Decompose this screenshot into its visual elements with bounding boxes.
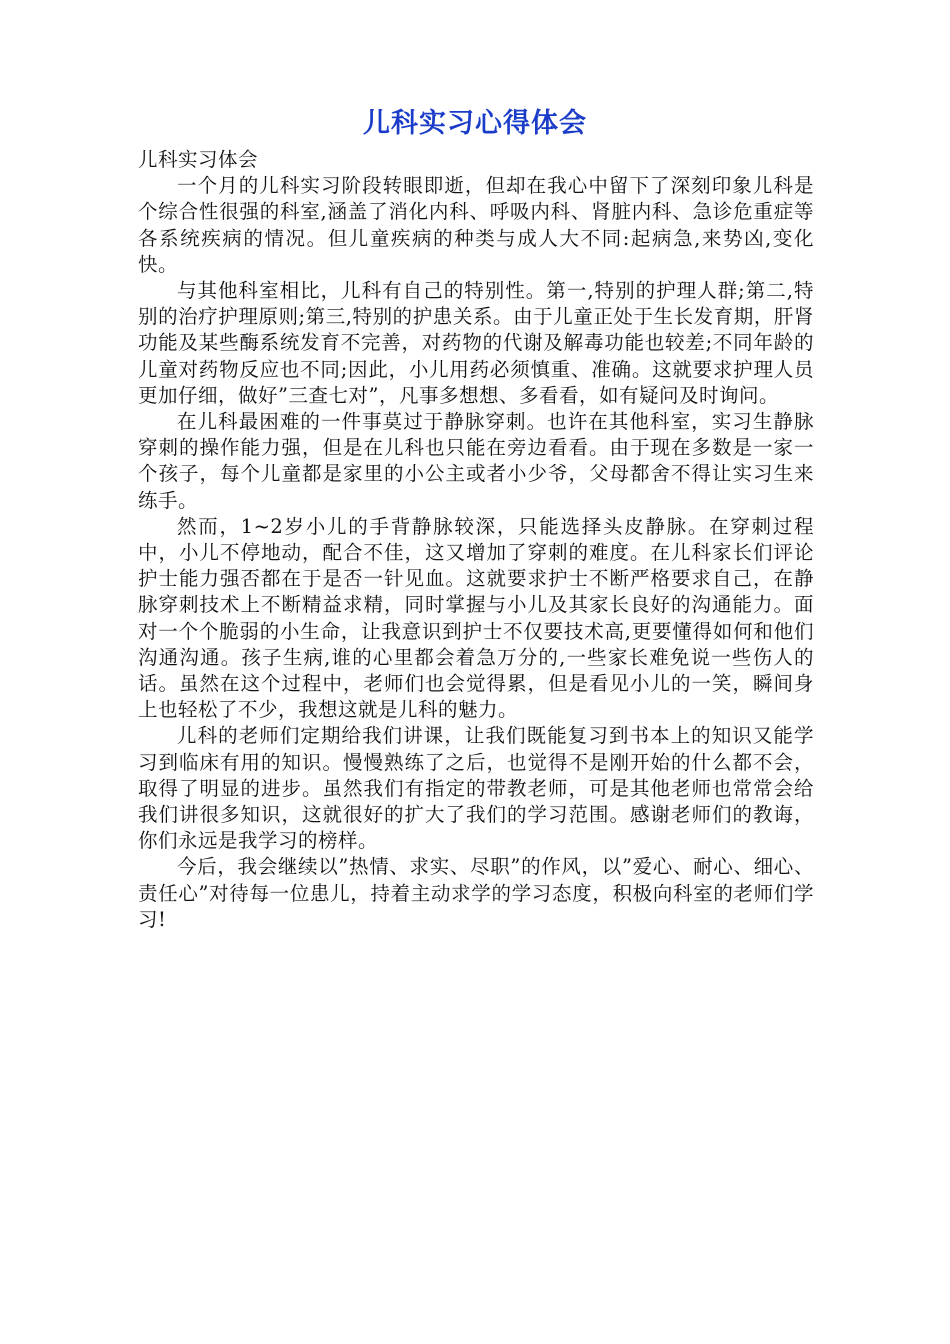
paragraph-4: 然而，1~2岁小儿的手背静脉较深，只能选择头皮静脉。在穿刺过程中，小儿不停地动，配合不佳，这又增加了穿刺的难度。在儿科家长们评论护士能力强否都在于是否一针见血。这就要求护士不断严格要求自己，在静脉穿刺技术上不断精益求精，同时掌握与小儿及其家长良好的沟通能力。面对一个个脆弱的小生命，让我意识到护士不仅要技术高,更要懂得如何和他们沟通沟通。孩子生病,谁的心里都会着急万分的,一些家长难免说一些伤人的话。虽然在这个过程中，老师们也会觉得累，但是看见小儿的一笑，瞬间身上也轻松了不少，我想这就是儿科的魅力。	[138, 514, 814, 722]
paragraph-1: 一个月的儿科实习阶段转眼即逝，但却在我心中留下了深刻印象儿科是个综合性很强的科室,涵盖了消化内科、呼吸内科、肾脏内科、急诊危重症等各系统疾病的情况。但儿童疾病的种类与成人大不同:起病急,来势凶,变化快。	[138, 174, 814, 276]
document-subtitle: 儿科实习体会	[138, 148, 259, 171]
document-body	[138, 147, 814, 933]
paragraph-3: 在儿科最困难的一件事莫过于静脉穿刺。也许在其他科室，实习生静脉穿刺的操作能力强，但是在儿科也只能在旁边看看。由于现在多数是一家一个孩子，每个儿童都是家里的小公主或者小少爷，父母都舍不得让实习生来练手。	[138, 410, 814, 512]
paragraph-2: 与其他科室相比，儿科有自己的特别性。第一,特别的护理人群;第二,特别的治疗护理原则;第三,特别的护患关系。由于儿童正处于生长发育期，肝肾功能及某些酶系统发育不完善，对药物的代谢及解毒功能也较差;不同年龄的儿童对药物反应也不同;因此，小儿用药必须慎重、准确。这就要求护理人员更加仔细，做好”三查七对”，凡事多想想、多看看，如有疑问及时询问。	[138, 279, 814, 407]
document-title: 儿科实习心得体会	[363, 108, 587, 139]
paragraph-6: 今后，我会继续以”热情、求实、尽职”的作风，以”爱心、耐心、细心、责任心”对待每一位患儿，持着主动求学的学习态度，积极向科室的老师们学习!	[138, 855, 814, 931]
paragraph-5: 儿科的老师们定期给我们讲课，让我们既能复习到书本上的知识又能学习到临床有用的知识。慢慢熟练了之后，也觉得不是刚开始的什么都不会，取得了明显的进步。虽然我们有指定的带教老师，可是其他老师也常常会给我们讲很多知识，这就很好的扩大了我们的学习范围。感谢老师们的教诲，你们永远是我学习的榜样。	[138, 724, 814, 853]
